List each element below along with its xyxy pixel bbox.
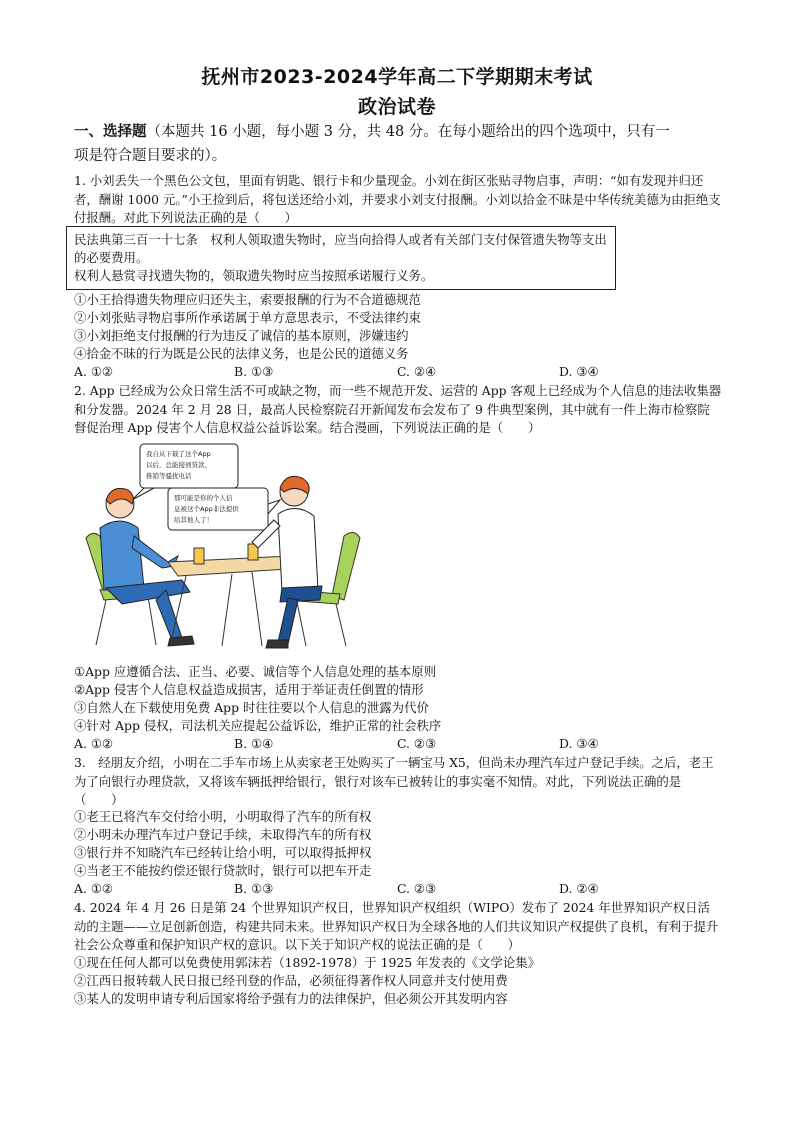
section-intro-line2: 项是符合题目要求的）。 — [74, 148, 227, 164]
q1-law-text-2: 权利人悬赏寻找遗失物的，领取遗失物时应当按照承诺履行义务。 — [74, 268, 434, 283]
q1-stem: 1. 小刘丢失一个黑色公文包，里面有钥匙、银行卡和少量现金。小刘在街区张贴寻物启事，声明：“如有发现并归还者，酬谢 1000 元。”小王捡到后，将包送还给小刘，并要求小刘支付报酬。小刘以拾金不昧是中华传统美德为由拒绝支付报酬。对此下列说法正确的是（ ） — [74, 173, 721, 225]
q3-item-2: ②小明未办理汽车过户登记手续，未取得汽车的所有权 — [74, 827, 372, 842]
section-intro — [74, 120, 724, 168]
bubble1-line1: 我自从下载了这个App — [146, 450, 211, 458]
q2-item-3: ③自然人在下载使用免费 App 时往往要以个人信息的泄露为代价 — [74, 700, 429, 715]
q1-law-text-1: 民法典第三百一十七条 权利人领取遗失物时，应当向拾得人或者有关部门支付保管遗失物等支出的必要费用。 — [74, 232, 607, 265]
q2-option-d: D. ③④ — [559, 736, 599, 751]
bubble2-line1: 那可能是你的个人信 — [174, 494, 233, 502]
q1-item-1: ①小王拾得遗失物理应归还失主，索要报酬的行为不合道德规范 — [74, 292, 421, 307]
q2-cartoon-illustration — [82, 440, 367, 655]
q2-option-b: B. ①④ — [234, 736, 274, 751]
q3-option-b: B. ①③ — [234, 881, 274, 896]
q1-option-a: A. ①② — [74, 364, 114, 379]
q4-stem: 4. 2024 年 4 月 26 日是第 24 个世界知识产权日，世界知识产权组织（WIPO）发布了 2024 年世界知识产权日活动的主题——立足创新创造，构建共同未来。世界知识产权日为全球各地的人们共议知识产权提供了良机，有利于提升社会公众尊重和保护知识产权的意识。以下关于知识产权的说法正确的是（ ） — [74, 900, 719, 952]
exam-title: 抚州市2023-2024学年高二下学期期末考试 — [201, 66, 593, 88]
q3-option-c: C. ②③ — [397, 881, 437, 896]
q2-stem: 2. App 已经成为公众日常生活不可或缺之物，而一些不规范开发、运营的 App 客观上已经成为个人信息的违法收集器和分发器。2024 年 2 月 28 日，最高人民检察院召开新闻发布会发布了 9 件典型案例，其中就有一件上海市检察院督促治理 App 侵害个人信息权益公益诉讼案。结合漫画，下列说法正确的是（ ） — [74, 383, 722, 435]
q3-item-3: ③银行并不知晓汽车已经转让给小明，可以取得抵押权 — [74, 845, 372, 860]
bubble2-line3: 给其他人了！ — [174, 516, 213, 524]
q2-option-c: C. ②③ — [397, 736, 437, 751]
q3-option-a: A. ①② — [74, 881, 114, 896]
q2-item-1: ①App 应遵循合法、正当、必要、诚信等个人信息处理的基本原则 — [74, 664, 437, 679]
q1-item-4: ④拾金不昧的行为既是公民的法律义务，也是公民的道德义务 — [74, 346, 409, 361]
q2-item-4: ④针对 App 侵权，司法机关应提起公益诉讼，维护正常的社会秩序 — [74, 718, 442, 733]
q3-stem: 3. 经朋友介绍，小明在二手车市场上从卖家老王处购买了一辆宝马 X5，但尚未办理汽车过户登记手续。之后，老王为了向银行办理贷款，又将该车辆抵押给银行，银行对该车已被转让的事实毫不知情。对此，下列说法正确的是（ ） — [74, 755, 714, 807]
q2-option-a: A. ①② — [74, 736, 114, 751]
section-heading: 一、选择题 — [74, 124, 147, 140]
bubble2-line2: 息被这个App非法提供 — [174, 505, 239, 513]
q3-option-d: D. ②④ — [559, 881, 599, 896]
exam-subtitle: 政治试卷 — [357, 96, 436, 118]
q1-item-2: ②小刘张贴寻物启事所作承诺属于单方意思表示，不受法律约束 — [74, 310, 421, 325]
q1-option-d: D. ③④ — [559, 364, 599, 379]
section-intro-line1: （本题共 16 小题，每小题 3 分，共 48 分。在每小题给出的四个选项中，只有一 — [146, 124, 670, 140]
q2-item-2: ②App 侵害个人信息权益造成损害，适用于举证责任倒置的情形 — [74, 682, 424, 697]
q4-item-2: ②江西日报转载人民日报已经刊登的作品，必须征得著作权人同意并支付使用费 — [74, 973, 508, 988]
q1-option-b: B. ①③ — [234, 364, 274, 379]
q4-item-1: ①现在任何人都可以免费使用郭沫若（1892-1978）于 1925 年发表的《文学论集》 — [74, 955, 540, 970]
bubble1-line3: 推销等骚扰电话 — [146, 472, 192, 480]
q1-item-3: ③小刘拒绝支付报酬的行为违反了诚信的基本原则，涉嫌违约 — [74, 328, 409, 343]
q4-item-3: ③某人的发明申请专利后国家将给予强有力的法律保护，但必须公开其发明内容 — [74, 991, 508, 1006]
q1-law-box — [66, 226, 616, 290]
q1-option-c: C. ②④ — [397, 364, 437, 379]
bubble1-line2: 以后，总能接到贷款、 — [146, 461, 211, 469]
q3-item-1: ①老王已将汽车交付给小明，小明取得了汽车的所有权 — [74, 809, 372, 824]
q3-item-4: ④当老王不能按约偿还银行贷款时，银行可以把车开走 — [74, 863, 372, 878]
speech-bubble-right — [168, 488, 280, 530]
